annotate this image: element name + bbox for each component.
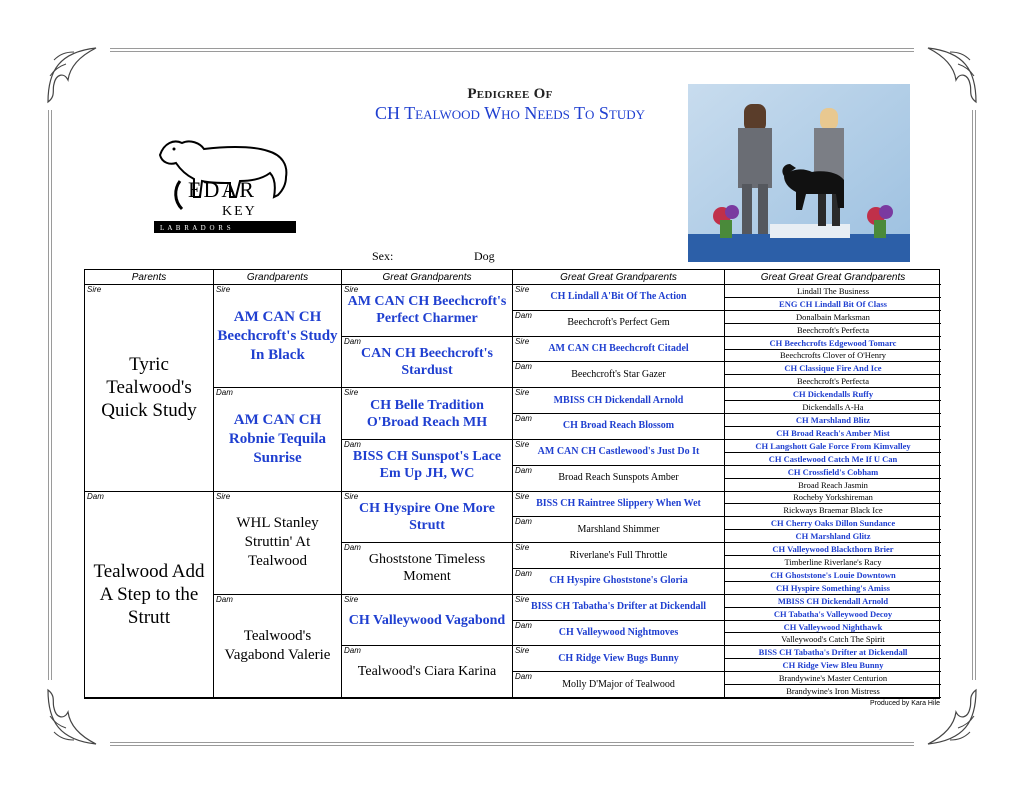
sire-label: Sire: [216, 285, 231, 294]
pedigree-cell-gen4: [513, 285, 725, 311]
dog-name: AM CAN CH Beechcroft Citadel: [548, 343, 689, 355]
dog-name: Dickendalls A-Ha: [802, 402, 864, 413]
dog-name: Tyric Tealwood's Quick Study: [101, 354, 197, 422]
dog-name: CH Marshland Blitz: [795, 415, 871, 426]
dog-name: WHL Stanley Struttin' At Tealwood: [236, 515, 319, 570]
pedigree-cell-gen5: [725, 427, 941, 440]
pedigree-cell-gen5: [725, 375, 941, 388]
pedigree-cell-gen4: [513, 517, 725, 543]
dog-name: MBISS CH Dickendall Arnold: [777, 595, 889, 606]
pedigree-cell-gen2: [214, 595, 342, 698]
dog-name: BISS CH Tabatha's Drifter at Dickendall: [530, 601, 707, 613]
dog-name: CH Beechcrofts Edgewood Tomarc: [769, 337, 897, 348]
dam-label: Dam: [515, 517, 532, 527]
dog-name: CH Marshland Glitz: [795, 531, 871, 542]
column-header-great-great-great-grandparents: Great Great Great Grandparents: [725, 270, 941, 285]
dog-name: Rocheby Yorkshireman: [793, 492, 873, 503]
sire-label: Sire: [515, 543, 530, 553]
pedigree-cell-gen5: [725, 440, 941, 453]
dog-name: Tealwood's Vagabond Valerie: [224, 627, 331, 663]
cedar-key-labradors-logo: [150, 125, 300, 235]
pedigree-cell-gen4: [513, 440, 725, 466]
pedigree-cell-gen4: [513, 672, 725, 698]
pedigree-cell-gen3: [342, 337, 513, 389]
dog-name: CH Cherry Oaks Dillon Sundance: [770, 518, 896, 529]
sire-label: Sire: [515, 388, 530, 398]
dam-label: Dam: [344, 543, 361, 553]
dog-name: Rickways Braemar Black Ice: [783, 505, 883, 516]
pedigree-cell-gen5: [725, 401, 941, 414]
pedigree-cell-gen5: [725, 466, 941, 479]
dog-name: Beechcroft's Perfect Gem: [567, 317, 670, 329]
column-header-grandparents: Grandparents: [214, 270, 342, 285]
pedigree-cell-gen3: [342, 646, 513, 698]
dog-name: Broad Reach Jasmin: [798, 479, 868, 490]
dog-name: CAN CH Beechcroft's Stardust: [361, 345, 493, 378]
sire-label: Sire: [344, 594, 359, 604]
pedigree-cell-gen5: [725, 479, 941, 492]
dam-label: Dam: [216, 388, 233, 398]
pedigree-cell-gen2: [214, 285, 342, 388]
pedigree-cell-gen5: [725, 621, 941, 634]
pedigree-cell-gen5: [725, 582, 941, 595]
pedigree-table: [84, 269, 940, 699]
pedigree-title: [340, 86, 680, 124]
dog-name: CH Ridge View Bugs Bunny: [558, 652, 679, 664]
pedigree-cell-gen1: [85, 285, 214, 492]
logo-word-edar: EDAR: [188, 177, 256, 202]
dam-label: Dam: [344, 439, 361, 449]
pedigree-cell-gen4: [513, 621, 725, 647]
dam-label: Dam: [87, 491, 104, 501]
sire-label: Sire: [216, 491, 231, 501]
pedigree-cell-gen5: [725, 646, 941, 659]
pedigree-cell-gen5: [725, 453, 941, 466]
dog-name: Tealwood Add A Step to the Strutt: [93, 560, 205, 628]
sire-label: Sire: [344, 491, 359, 501]
logo-word-labradors: L A B R A D O R S: [160, 224, 232, 232]
dog-name: CH Hyspire One More Strutt: [359, 500, 495, 533]
pedigree-cell-gen5: [725, 388, 941, 401]
pedigree-cell-gen5: [725, 492, 941, 505]
pedigree-cell-gen4: [513, 311, 725, 337]
frame-top-line-inner: [110, 51, 914, 52]
dam-label: Dam: [515, 362, 532, 372]
pedigree-cell-gen5: [725, 530, 941, 543]
dam-label: Dam: [515, 310, 532, 320]
dog-name: CH Hyspire Ghoststone's Gloria: [549, 575, 688, 587]
sex-label: Sex:: [372, 249, 394, 263]
dog-name: AM CAN CH Beechcroft's Study In Black: [217, 308, 338, 363]
pedigree-cell-gen5: [725, 659, 941, 672]
dog-name: CH Valleywood Vagabond: [348, 612, 506, 628]
produced-by-credit: Produced by Kara Hile: [869, 700, 940, 707]
frame-bottom-line-inner: [110, 745, 914, 746]
pedigree-cell-gen3: [342, 388, 513, 440]
dog-name: CH Dickendalls Ruffy: [792, 389, 874, 400]
dam-label: Dam: [344, 646, 361, 656]
frame-right-line: [972, 110, 973, 680]
dog-name: AM CAN CH Beechcroft's Perfect Charmer: [347, 294, 507, 327]
dog-name: ENG CH Lindall Bit Of Class: [779, 298, 887, 309]
pedigree-cell-gen4: [513, 569, 725, 595]
dog-name: BISS CH Sunspot's Lace Em Up JH, WC: [352, 449, 502, 482]
sire-label: Sire: [344, 388, 359, 398]
sire-label: Sire: [515, 439, 530, 449]
dog-name-heading: CH Tealwood Who Needs To Study: [374, 103, 646, 123]
column-header-great-great-grandparents: Great Great Grandparents: [513, 270, 725, 285]
dog-name: CH Broad Reach Blossom: [562, 420, 675, 432]
pedigree-cell-gen2: [214, 492, 342, 595]
dog-name: CH Valleywood Blackthorn Brier: [772, 544, 894, 555]
corner-ornament-top-right-icon: [914, 40, 984, 110]
dog-name: CH Ghoststone's Louie Downtown: [770, 569, 896, 580]
pedigree-cell-gen5: [725, 298, 941, 311]
pedigree-cell-gen3: [342, 492, 513, 544]
frame-left-line-inner: [51, 110, 52, 680]
dog-name: Beechcroft's Star Gazer: [571, 368, 666, 380]
dog-name: Molly D'Major of Tealwood: [562, 678, 675, 690]
pedigree-cell-gen4: [513, 595, 725, 621]
frame-left-line: [48, 110, 49, 680]
dog-name: CH Lindall A'Bit Of The Action: [550, 291, 687, 303]
pedigree-cell-gen5: [725, 311, 941, 324]
dog-name: Ghoststone Timeless Moment: [368, 552, 486, 585]
logo-word-key: KEY: [222, 204, 257, 219]
dam-label: Dam: [515, 620, 532, 630]
dog-name: CH Belle Tradition O'Broad Reach MH: [366, 397, 488, 430]
dog-name: CH Valleywood Nighthawk: [783, 621, 883, 632]
dog-name: AM CAN CH Robnie Tequila Sunrise: [228, 411, 327, 466]
pedigree-cell-gen5: [725, 285, 941, 298]
pedigree-cell-gen5: [725, 685, 941, 698]
pedigree-cell-gen5: [725, 362, 941, 375]
dog-name: Beechcrofts Clover of O'Henry: [779, 350, 887, 361]
dog-name: CH Hyspire Something's Amiss: [776, 582, 890, 593]
sire-label: Sire: [87, 285, 102, 294]
sire-label: Sire: [515, 491, 530, 501]
pedigree-cell-gen4: [513, 337, 725, 363]
dam-label: Dam: [515, 465, 532, 475]
show-photo: [688, 84, 910, 262]
dog-name: Timberline Riverlane's Racy: [784, 556, 882, 567]
dog-name: Beechcroft's Perfecta: [796, 376, 870, 387]
pedigree-cell-gen4: [513, 388, 725, 414]
pedigree-cell-gen3: [342, 440, 513, 492]
pedigree-cell-gen5: [725, 595, 941, 608]
pedigree-of-heading: Pedigree Of: [467, 86, 553, 102]
pedigree-cell-gen1: [85, 492, 214, 699]
dam-label: Dam: [515, 672, 532, 682]
pedigree-cell-gen4: [513, 492, 725, 518]
dog-name: Brandywine's Master Centurion: [778, 673, 888, 684]
pedigree-cell-gen4: [513, 543, 725, 569]
column-header-parents: Parents: [85, 270, 214, 285]
dam-label: Dam: [515, 414, 532, 424]
sire-label: Sire: [515, 646, 530, 656]
pedigree-cell-gen5: [725, 672, 941, 685]
sire-label: Sire: [344, 285, 359, 294]
corner-ornament-top-left-icon: [40, 40, 110, 110]
sex-value: Dog: [474, 249, 495, 263]
dog-name: Broad Reach Sunspots Amber: [558, 472, 679, 484]
pedigree-cell-gen5: [725, 608, 941, 621]
sire-label: Sire: [515, 285, 530, 294]
pedigree-cell-gen2: [214, 388, 342, 491]
dam-label: Dam: [344, 336, 361, 346]
pedigree-cell-gen5: [725, 350, 941, 363]
dog-name: Valleywood's Catch The Spirit: [781, 634, 885, 645]
pedigree-cell-gen5: [725, 517, 941, 530]
pedigree-cell-gen5: [725, 633, 941, 646]
pedigree-cell-gen5: [725, 414, 941, 427]
pedigree-cell-gen4: [513, 646, 725, 672]
dog-name: MBISS CH Dickendall Arnold: [553, 394, 684, 406]
pedigree-cell-gen5: [725, 504, 941, 517]
dog-name: BISS CH Raintree Slippery When Wet: [536, 497, 701, 509]
dog-name: Beechcroft's Perfecta: [796, 324, 870, 335]
dog-name: Riverlane's Full Throttle: [569, 549, 668, 561]
sire-label: Sire: [515, 336, 530, 346]
frame-bottom-line: [110, 742, 914, 743]
pedigree-cell-gen5: [725, 337, 941, 350]
dam-label: Dam: [216, 594, 233, 604]
pedigree-cell-gen3: [342, 543, 513, 595]
pedigree-cell-gen4: [513, 466, 725, 492]
dog-name: Brandywine's Iron Mistress: [786, 686, 880, 697]
pedigree-cell-gen5: [725, 556, 941, 569]
dog-name: Marshland Shimmer: [577, 523, 660, 535]
pedigree-cell-gen5: [725, 324, 941, 337]
dog-name: CH Valleywood Nightmoves: [558, 626, 679, 638]
dog-name: AM CAN CH Castlewood's Just Do It: [537, 446, 700, 458]
dog-name: CH Classique Fire And Ice: [784, 363, 882, 374]
pedigree-cell-gen5: [725, 543, 941, 556]
dog-name: Lindall The Business: [796, 285, 870, 296]
sire-label: Sire: [515, 594, 530, 604]
dog-name: CH Tabatha's Valleywood Decoy: [773, 608, 893, 619]
pedigree-cell-gen4: [513, 414, 725, 440]
pedigree-cell-gen3: [342, 595, 513, 647]
frame-top-line: [110, 48, 914, 49]
frame-right-line-inner: [975, 110, 976, 680]
column-header-great-grandparents: Great Grandparents: [342, 270, 513, 285]
pedigree-cell-gen3: [342, 285, 513, 337]
pedigree-cell-gen4: [513, 362, 725, 388]
dog-name: CH Castlewood Catch Me If U Can: [768, 453, 898, 464]
dam-label: Dam: [515, 568, 532, 578]
pedigree-cell-gen5: [725, 569, 941, 582]
dog-name: BISS CH Tabatha's Drifter at Dickendall: [758, 647, 908, 658]
dog-name: CH Langshott Gale Force From Kimvalley: [755, 440, 911, 451]
dog-name: Tealwood's Ciara Karina: [357, 664, 497, 680]
dog-name: CH Crossfield's Cobham: [787, 466, 879, 477]
dog-name: CH Ridge View Bleu Bunny: [782, 660, 884, 671]
dog-name: CH Broad Reach's Amber Mist: [776, 427, 890, 438]
dog-name: Donalbain Marksman: [796, 311, 870, 322]
